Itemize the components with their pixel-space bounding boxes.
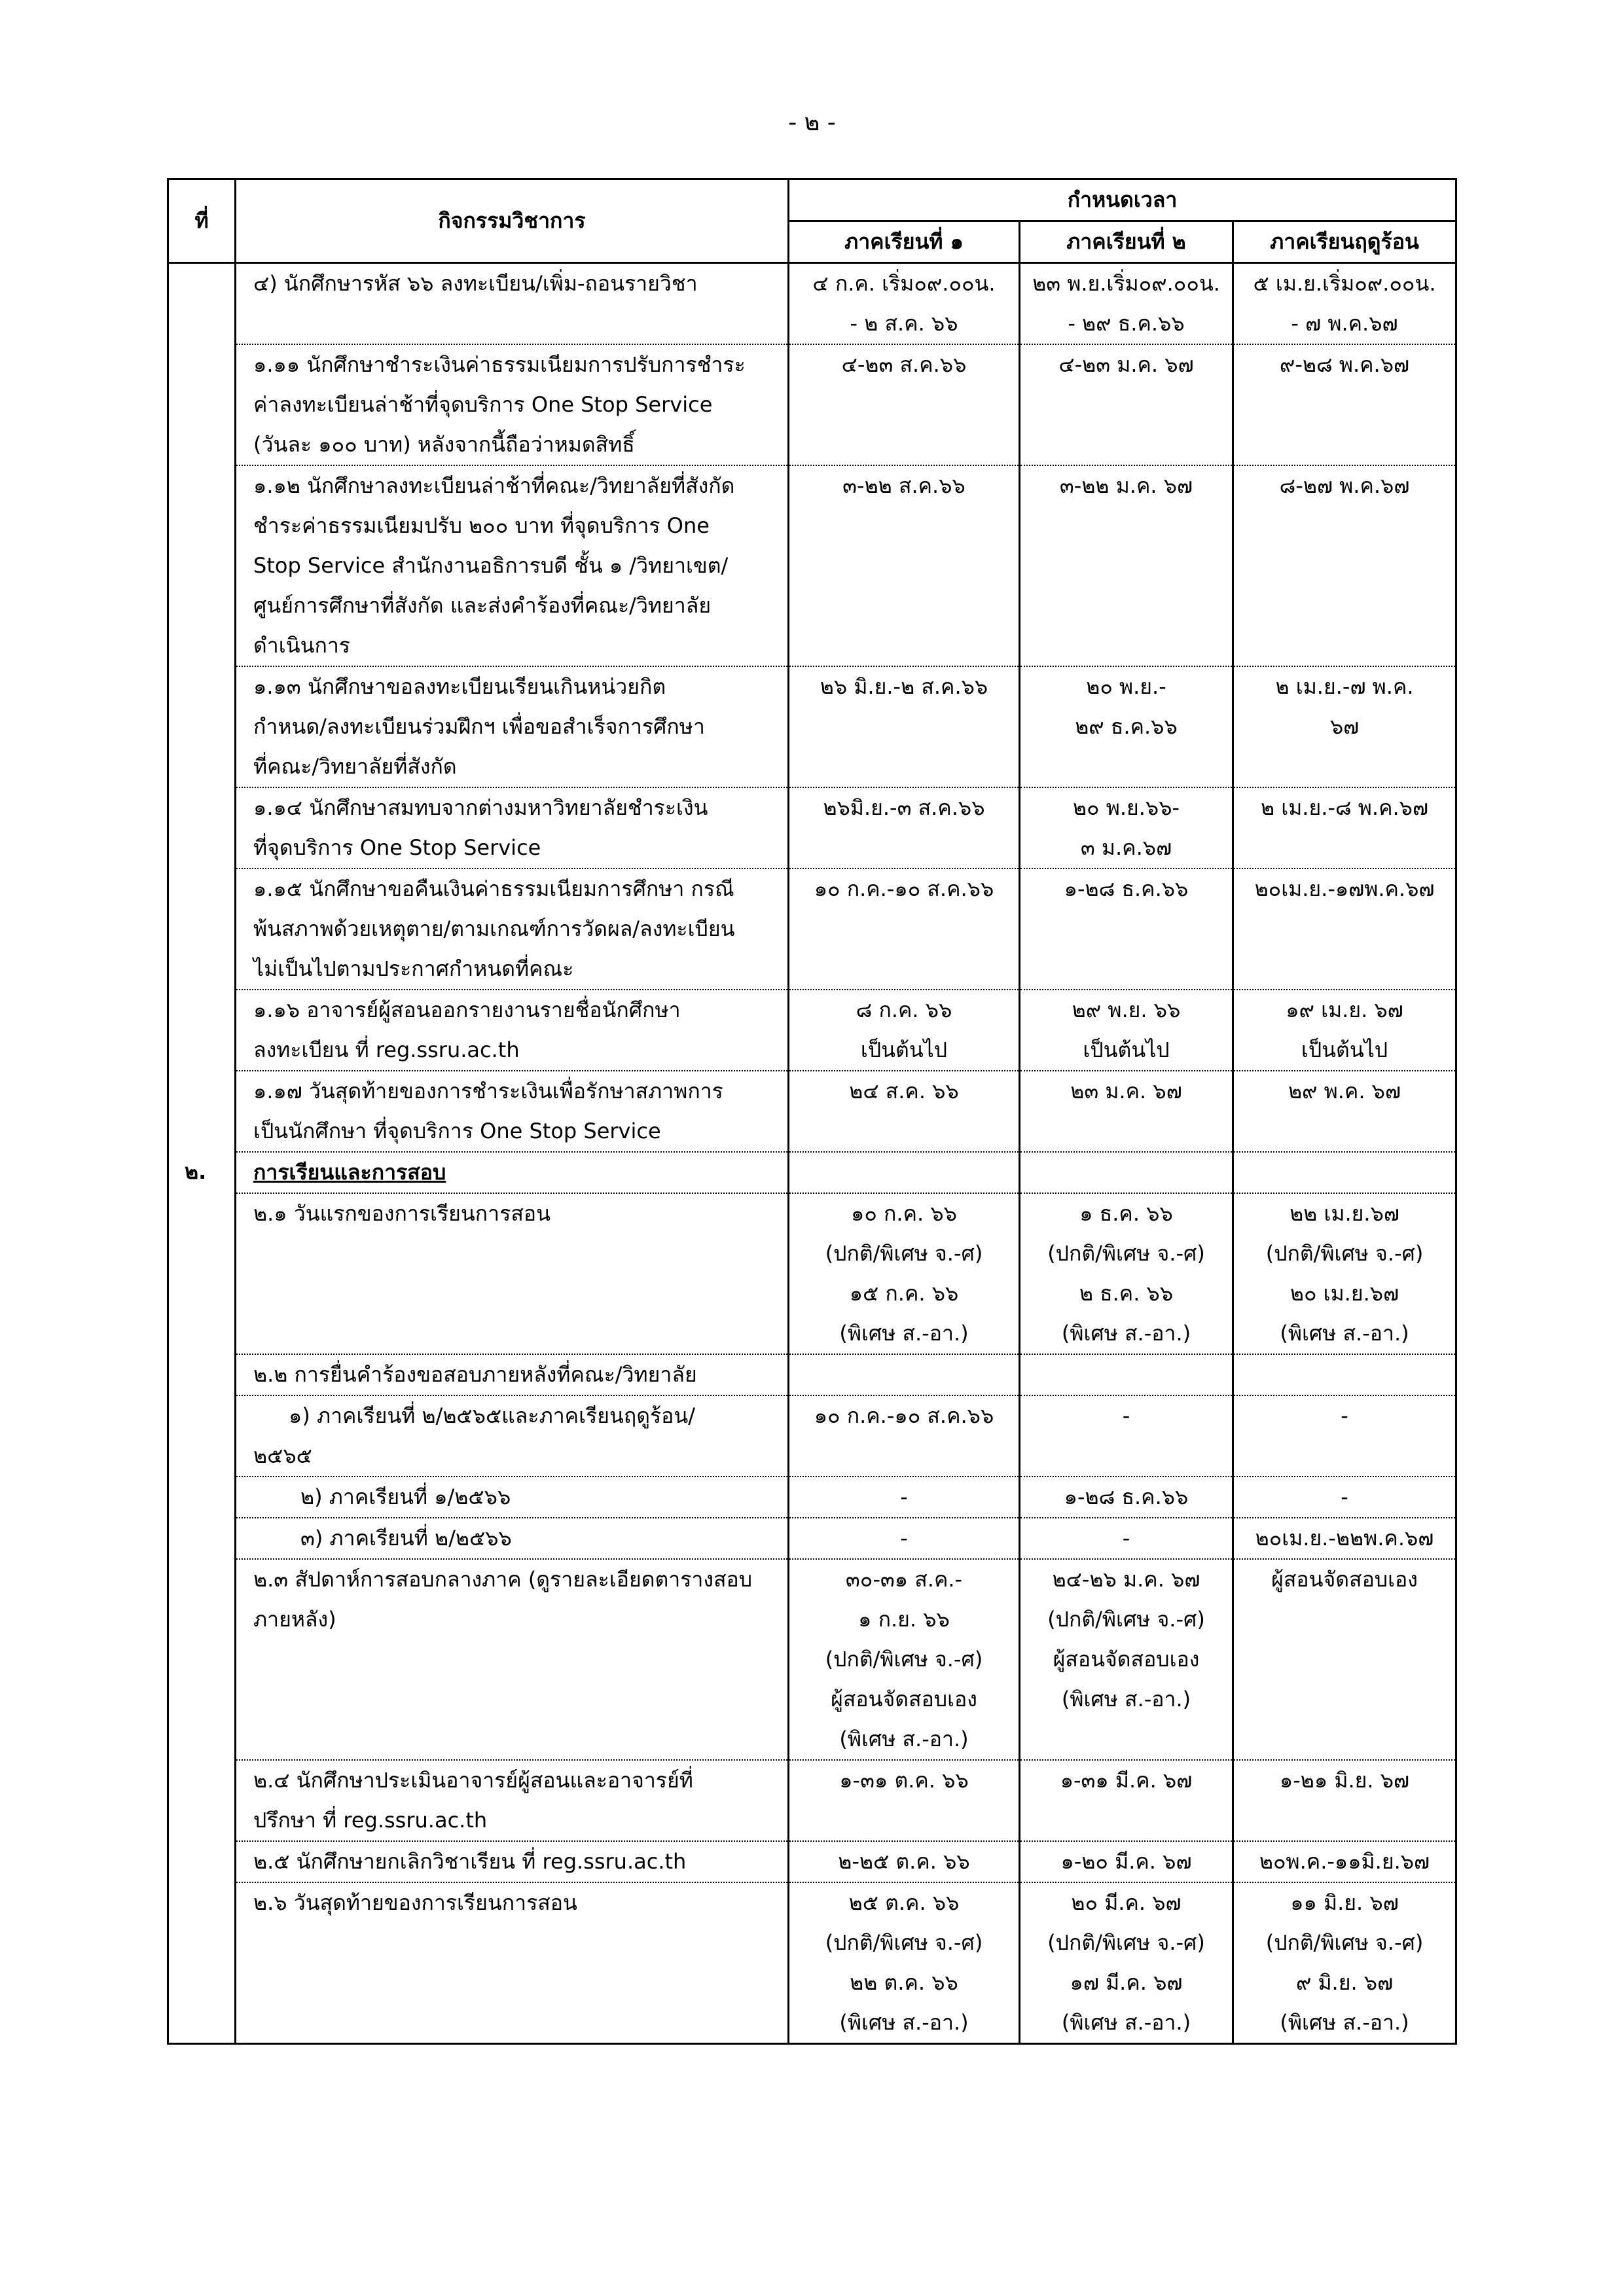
semester-2-date (1020, 263, 1233, 345)
header-semester-2: ภาคเรียนที่ ๒ (1020, 221, 1233, 263)
row-number (168, 1882, 236, 2044)
date-line: ๒๒ ต.ค. ๖๖ (850, 1970, 958, 1995)
table-row (168, 666, 1456, 787)
table-row (168, 990, 1456, 1071)
semester-1-date (789, 1477, 1020, 1518)
date-line: (พิเศษ ส.-อา.) (1280, 2010, 1409, 2035)
activity-cell (236, 869, 789, 990)
activity-line: ๒.๒ การยื่นคำร้องขอสอบภายหลังที่คณะ/วิทยาลัย (253, 1362, 697, 1387)
date-line: ๑๐ ก.ค.-๑๐ ส.ค.๖๖ (814, 876, 994, 901)
activity-cell (236, 344, 789, 465)
date-line: ๔-๒๓ ม.ค. ๖๗ (1058, 352, 1194, 377)
date-line: ๑-๒๘ ธ.ค.๖๖ (1064, 876, 1189, 901)
activity-cell (236, 1071, 789, 1152)
row-number (168, 1477, 236, 1518)
activity-line: ลงทะเบียน ที่ reg.ssru.ac.th (253, 1037, 520, 1062)
date-line: ผู้สอนจัดสอบเอง (1271, 1567, 1418, 1592)
semester-2-date (1020, 465, 1233, 666)
date-line: ๓-๒๒ ม.ค. ๖๗ (1059, 473, 1193, 498)
activity-line: ๒๕๖๕ (253, 1443, 312, 1468)
section-title: การเรียนและการสอบ (253, 1160, 446, 1185)
date-line: ๘ ก.ค. ๖๖ (856, 997, 952, 1022)
semester-1-date (789, 344, 1020, 465)
semester-1-date (789, 1518, 1020, 1559)
semester-1-date (789, 1152, 1020, 1193)
activity-cell (236, 666, 789, 787)
date-line: ๑-๓๑ มี.ค. ๖๗ (1060, 1768, 1193, 1793)
header-schedule: กำหนดเวลา (789, 179, 1456, 221)
row-number (168, 1395, 236, 1477)
date-line: ๘-๒๗ พ.ค.๖๗ (1279, 473, 1410, 498)
activity-cell (236, 465, 789, 666)
activity-cell (236, 990, 789, 1071)
table-row (168, 787, 1456, 869)
table-row (168, 1395, 1456, 1477)
date-line: เป็นต้นไป (860, 1037, 948, 1062)
date-line: - (1341, 1484, 1348, 1509)
row-number (168, 344, 236, 465)
date-line: ๑-๒๘ ธ.ค.๖๖ (1064, 1484, 1189, 1509)
semester-2-date (1020, 344, 1233, 465)
activity-line: ๑.๑๖ อาจารย์ผู้สอนออกรายงานรายชื่อนักศึกษา (253, 997, 681, 1022)
table-row (168, 1559, 1456, 1760)
date-line: (ปกติ/พิเศษ จ.-ศ) (825, 1647, 983, 1672)
date-line: (พิเศษ ส.-อา.) (1061, 2010, 1191, 2035)
date-line: (พิเศษ ส.-อา.) (1280, 1321, 1409, 1346)
activity-cell (236, 1152, 789, 1193)
date-line: - (900, 1526, 908, 1551)
date-line: ๔-๒๓ ส.ค.๖๖ (841, 352, 967, 377)
date-line: - ๗ พ.ค.๖๗ (1291, 311, 1398, 336)
date-line: ๑-๓๑ ต.ค. ๖๖ (839, 1768, 969, 1793)
table-row (168, 1841, 1456, 1882)
table-row (168, 1882, 1456, 2044)
date-line: - ๒ ส.ค. ๖๖ (850, 311, 958, 336)
date-line: ๓-๒๒ ส.ค.๖๖ (842, 473, 965, 498)
activity-cell (236, 1760, 789, 1841)
activity-line: ๑.๑๔ นักศึกษาสมทบจากต่างมหาวิทยาลัยชำระเงิน (253, 795, 708, 820)
activity-cell (236, 1518, 789, 1559)
summer-date (1233, 1559, 1456, 1760)
date-line: (ปกติ/พิเศษ จ.-ศ) (825, 1241, 983, 1266)
semester-1-date (789, 465, 1020, 666)
date-line: ๒๐ มี.ค. ๖๗ (1071, 1890, 1182, 1915)
summer-date (1233, 1395, 1456, 1477)
semester-1-date (789, 263, 1020, 345)
activity-line: ๒.๓ สัปดาห์การสอบกลางภาค (ดูรายละเอียดตารางสอบ (253, 1567, 753, 1592)
date-line: (พิเศษ ส.-อา.) (839, 1321, 969, 1346)
semester-2-date (1020, 1193, 1233, 1354)
activity-line: (วันละ ๑๐๐ บาท) หลังจากนี้ถือว่าหมดสิทธิ์ (253, 432, 635, 457)
row-number (168, 1559, 236, 1760)
activity-line: ๒.๔ นักศึกษาประเมินอาจารย์ผู้สอนและอาจารย์ที่ (253, 1768, 693, 1793)
date-line: (ปกติ/พิเศษ จ.-ศ) (1047, 1607, 1205, 1632)
semester-2-date (1020, 869, 1233, 990)
semester-2-date (1020, 1477, 1233, 1518)
activity-line: ๑.๑๗ วันสุดท้ายของการชำระเงินเพื่อรักษาสภาพการ (253, 1079, 723, 1103)
semester-1-date (789, 1071, 1020, 1152)
date-line: ๒๖ มิ.ย.-๒ ส.ค.๖๖ (820, 674, 988, 699)
date-line: ๒ เม.ย.-๘ พ.ค.๖๗ (1261, 795, 1429, 820)
table-row (168, 1354, 1456, 1395)
activity-cell (236, 1477, 789, 1518)
activity-line: ศูนย์การศึกษาที่สังกัด และส่งคำร้องที่คณะ/วิทยาลัย (253, 593, 712, 618)
semester-2-date (1020, 1518, 1233, 1559)
semester-1-date (789, 869, 1020, 990)
semester-2-date (1020, 1841, 1233, 1882)
row-number (168, 465, 236, 666)
summer-date (1233, 787, 1456, 869)
semester-1-date (789, 666, 1020, 787)
activity-cell (236, 1882, 789, 2044)
activity-line: ที่คณะ/วิทยาลัยที่สังกัด (253, 754, 457, 779)
date-line: ๒๒ เม.ย.๖๗ (1290, 1201, 1399, 1226)
date-line: (ปกติ/พิเศษ จ.-ศ) (1047, 1930, 1205, 1955)
activity-cell (236, 787, 789, 869)
summer-date (1233, 1193, 1456, 1354)
date-line: ๑๗ มี.ค. ๖๗ (1070, 1970, 1183, 1995)
activity-line: ๑.๑๑ นักศึกษาชำระเงินค่าธรรมเนียมการปรับการชำระ (253, 352, 746, 377)
activity-line: ๑) ภาคเรียนที่ ๒/๒๕๖๕และภาคเรียนฤดูร้อน/ (289, 1403, 696, 1428)
date-line: ๒๐เม.ย.-๑๗พ.ค.๖๗ (1254, 876, 1435, 901)
row-number (168, 666, 236, 787)
date-line: (ปกติ/พิเศษ จ.-ศ) (825, 1930, 983, 1955)
activity-line: ๔) นักศึกษารหัส ๖๖ ลงทะเบียน/เพิ่ม-ถอนรายวิชา (253, 271, 698, 296)
date-line: ๑๑ มิ.ย. ๖๗ (1290, 1890, 1399, 1915)
semester-2-date (1020, 1395, 1233, 1477)
summer-date (1233, 1841, 1456, 1882)
table-row (168, 465, 1456, 666)
row-number (168, 869, 236, 990)
date-line: ๕ เม.ย.เริ่ม๐๙.๐๐น. (1253, 271, 1436, 296)
date-line: ๑๐ ก.ค.-๑๐ ส.ค.๖๖ (814, 1403, 994, 1428)
summer-date (1233, 1152, 1456, 1193)
summer-date (1233, 869, 1456, 990)
row-number: ๒. (168, 1152, 236, 1193)
row-number (168, 263, 236, 345)
date-line: เป็นต้นไป (1083, 1037, 1170, 1062)
date-line: ๙-๒๘ พ.ค.๖๗ (1279, 352, 1410, 377)
summer-date (1233, 1882, 1456, 2044)
date-line: - ๒๙ ธ.ค.๖๖ (1068, 311, 1185, 336)
date-line: ผู้สอนจัดสอบเอง (1053, 1647, 1200, 1672)
date-line: ๑๐ ก.ค. ๖๖ (851, 1201, 957, 1226)
activity-line: ภายหลัง) (253, 1607, 336, 1632)
semester-2-date (1020, 1152, 1233, 1193)
semester-1-date (789, 1559, 1020, 1760)
table-row (168, 1071, 1456, 1152)
semester-1-date (789, 1760, 1020, 1841)
activity-cell (236, 263, 789, 345)
date-line: ๖๗ (1329, 714, 1360, 739)
date-line: ๒๐ พ.ย.๖๖- (1072, 795, 1180, 820)
semester-1-date (789, 1395, 1020, 1477)
summer-date (1233, 990, 1456, 1071)
date-line: ๙ มิ.ย. ๖๗ (1295, 1970, 1394, 1995)
table-row (168, 1760, 1456, 1841)
summer-date (1233, 263, 1456, 345)
activity-line: ชำระค่าธรรมเนียมปรับ ๒๐๐ บาท ที่จุดบริการ One (253, 513, 710, 538)
academic-calendar-table (167, 178, 1457, 2045)
activity-line: ๒.๖ วันสุดท้ายของการเรียนการสอน (253, 1890, 577, 1915)
date-line: - (1122, 1403, 1130, 1428)
semester-1-date (789, 990, 1020, 1071)
row-number (168, 1354, 236, 1395)
table-row (168, 344, 1456, 465)
date-line: ๒ ธ.ค. ๖๖ (1079, 1281, 1174, 1306)
activity-line: ๓) ภาคเรียนที่ ๒/๒๕๖๖ (300, 1526, 512, 1551)
activity-line: ๑.๑๓ นักศึกษาขอลงทะเบียนเรียนเกินหน่วยกิต (253, 674, 666, 699)
date-line: ๒๙ ธ.ค.๖๖ (1075, 714, 1178, 739)
semester-2-date (1020, 1882, 1233, 2044)
section-row (168, 1152, 1456, 1193)
activity-cell (236, 1193, 789, 1354)
activity-cell (236, 1559, 789, 1760)
table-row (168, 1193, 1456, 1354)
activity-line: กำหนด/ลงทะเบียนร่วมฝึกฯ เพื่อขอสำเร็จการศึกษา (253, 714, 705, 739)
row-number (168, 1760, 236, 1841)
date-line: ๒๔ ส.ค. ๖๖ (849, 1079, 959, 1103)
date-line: (ปกติ/พิเศษ จ.-ศ) (1265, 1930, 1424, 1955)
semester-2-date (1020, 787, 1233, 869)
date-line: ๑-๒๑ มิ.ย. ๖๗ (1279, 1768, 1410, 1793)
semester-1-date (789, 1841, 1020, 1882)
row-number (168, 1071, 236, 1152)
summer-date (1233, 666, 1456, 787)
table-row (168, 869, 1456, 990)
row-number (168, 1518, 236, 1559)
date-line: ๑ ธ.ค. ๖๖ (1079, 1201, 1173, 1226)
date-line: ๒๓ ม.ค. ๖๗ (1070, 1079, 1182, 1103)
activity-line: ปรึกษา ที่ reg.ssru.ac.th (253, 1808, 488, 1833)
activity-line: ๒.๑ วันแรกของการเรียนการสอน (253, 1201, 550, 1226)
date-line: ๓ ม.ค.๖๗ (1080, 835, 1172, 860)
row-number (168, 787, 236, 869)
date-line: (พิเศษ ส.-อา.) (839, 2010, 969, 2035)
date-line: ๓๐-๓๑ ส.ค.- (845, 1567, 963, 1592)
date-line: - (1122, 1526, 1130, 1551)
date-line: (พิเศษ ส.-อา.) (839, 1727, 969, 1751)
summer-date (1233, 465, 1456, 666)
date-line: (พิเศษ ส.-อา.) (1061, 1687, 1191, 1712)
date-line: ๑-๒๐ มี.ค. ๖๗ (1060, 1849, 1192, 1874)
activity-line: พ้นสภาพด้วยเหตุตาย/ตามเกณฑ์การวัดผล/ลงทะเบียน (253, 916, 735, 941)
activity-line: ๑.๑๕ นักศึกษาขอคืนเงินค่าธรรมเนียมการศึกษา กรณี (253, 876, 734, 901)
activity-line: Stop Service สำนักงานอธิการบดี ชั้น ๑ /วิทยาเขต/ (253, 553, 729, 578)
table-row (168, 1477, 1456, 1518)
date-line: ๒๙ พ.ย. ๖๖ (1072, 997, 1181, 1022)
date-line: ๒๐ เม.ย.๖๗ (1290, 1281, 1399, 1306)
row-number (168, 1841, 236, 1882)
date-line: ๔ ก.ค. เริ่ม๐๙.๐๐น. (812, 271, 996, 296)
row-number (168, 990, 236, 1071)
semester-2-date (1020, 666, 1233, 787)
date-line: ๒ เม.ย.-๗ พ.ค. (1275, 674, 1414, 699)
date-line: ๒๐ พ.ย.- (1086, 674, 1166, 699)
activity-line: ๒.๕ นักศึกษายกเลิกวิชาเรียน ที่ reg.ssru.ac.th (253, 1849, 687, 1874)
row-number (168, 1193, 236, 1354)
summer-date (1233, 1354, 1456, 1395)
activity-cell (236, 1841, 789, 1882)
activity-cell (236, 1354, 789, 1395)
activity-line: เป็นนักศึกษา ที่จุดบริการ One Stop Service (253, 1119, 661, 1143)
summer-date (1233, 1477, 1456, 1518)
date-line: (ปกติ/พิเศษ จ.-ศ) (1265, 1241, 1424, 1266)
semester-2-date (1020, 1354, 1233, 1395)
semester-2-date (1020, 1559, 1233, 1760)
semester-1-date (789, 1882, 1020, 2044)
activity-line: ๑.๑๒ นักศึกษาลงทะเบียนล่าช้าที่คณะ/วิทยาลัยที่สังกัด (253, 473, 735, 498)
activity-line: ๒) ภาคเรียนที่ ๑/๒๕๖๖ (300, 1484, 511, 1509)
date-line: - (1341, 1403, 1348, 1428)
date-line: ๒๖มิ.ย.-๓ ส.ค.๖๖ (823, 795, 985, 820)
semester-2-date (1020, 1071, 1233, 1152)
date-line: ๒๕ ต.ค. ๖๖ (848, 1890, 960, 1915)
summer-date (1233, 344, 1456, 465)
date-line: ๑ ก.ย. ๖๖ (858, 1607, 950, 1632)
date-line: ๒๐เม.ย.-๒๒พ.ค.๖๗ (1255, 1526, 1434, 1551)
semester-2-date (1020, 990, 1233, 1071)
header-semester-1: ภาคเรียนที่ ๑ (789, 221, 1020, 263)
date-line: (พิเศษ ส.-อา.) (1061, 1321, 1191, 1346)
semester-1-date (789, 1193, 1020, 1354)
date-line: ๒๐พ.ค.-๑๑มิ.ย.๖๗ (1259, 1849, 1430, 1874)
summer-date (1233, 1760, 1456, 1841)
semester-1-date (789, 1354, 1020, 1395)
table-row (168, 1518, 1456, 1559)
date-line: - (900, 1484, 908, 1509)
page-number: - ๒ - (788, 109, 836, 136)
date-line: ๑๕ ก.ค. ๖๖ (849, 1281, 959, 1306)
header-summer: ภาคเรียนฤดูร้อน (1233, 221, 1456, 263)
date-line: ๒๔-๒๖ ม.ค. ๖๗ (1052, 1567, 1200, 1592)
activity-line: ที่จุดบริการ One Stop Service (253, 835, 541, 860)
date-line: ๑๙ เม.ย. ๖๗ (1286, 997, 1403, 1022)
header-activity: กิจกรรมวิชาการ (236, 179, 789, 263)
header-no: ที่ (168, 179, 236, 263)
activity-cell (236, 1395, 789, 1477)
summer-date (1233, 1518, 1456, 1559)
summer-date (1233, 1071, 1456, 1152)
date-line: (ปกติ/พิเศษ จ.-ศ) (1047, 1241, 1205, 1266)
date-line: ๒-๒๕ ต.ค. ๖๖ (838, 1849, 970, 1874)
activity-line: ดำเนินการ (253, 633, 350, 658)
date-line: ผู้สอนจัดสอบเอง (831, 1687, 977, 1712)
date-line: เป็นต้นไป (1301, 1037, 1388, 1062)
semester-1-date (789, 787, 1020, 869)
date-line: ๒๓ พ.ย.เริ่ม๐๙.๐๐น. (1032, 271, 1220, 296)
activity-line: ค่าลงทะเบียนล่าช้าที่จุดบริการ One Stop Service (253, 392, 713, 417)
semester-2-date (1020, 1760, 1233, 1841)
date-line: ๒๙ พ.ค. ๖๗ (1288, 1079, 1401, 1103)
activity-line: ไม่เป็นไปตามประกาศกำหนดที่คณะ (253, 956, 574, 981)
table-row (168, 263, 1456, 345)
